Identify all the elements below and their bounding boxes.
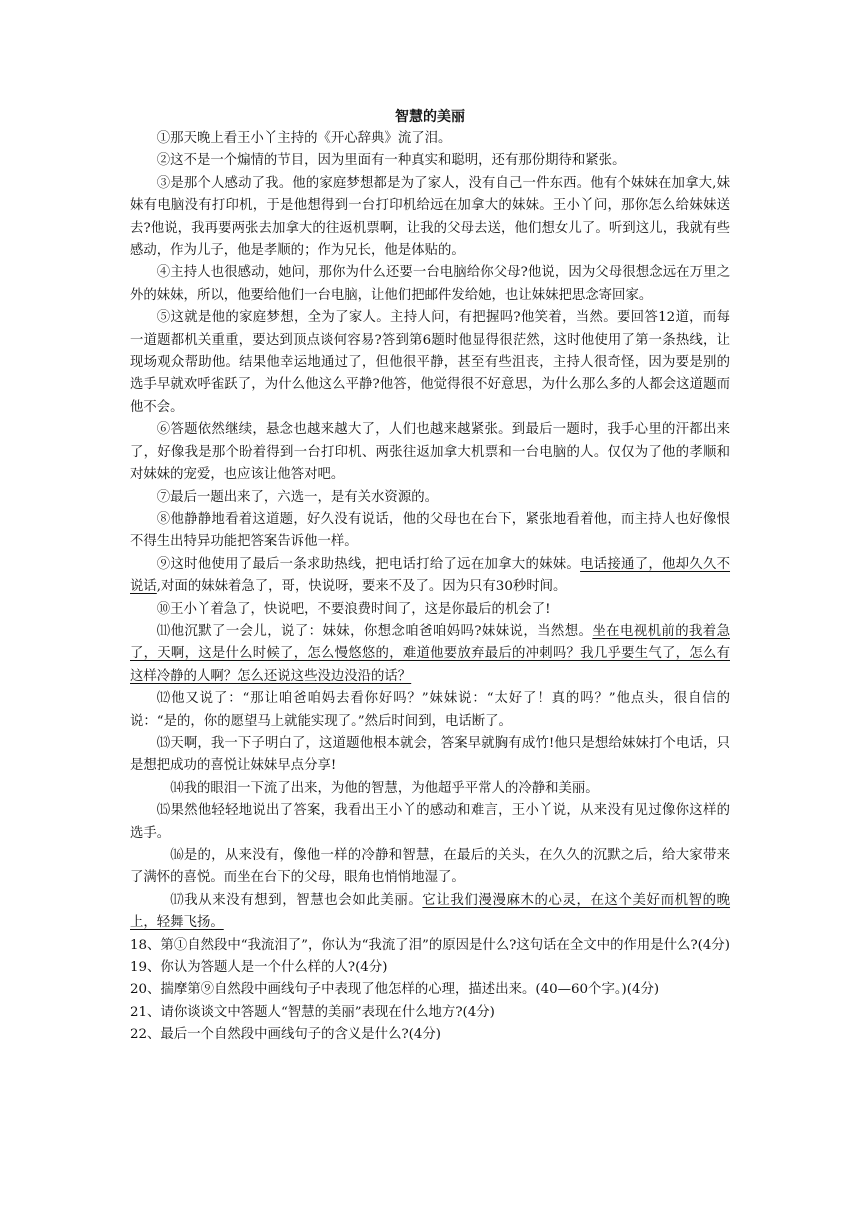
paragraph-17-text: ⒄我从来没有想到，智慧也会如此美丽。 bbox=[170, 892, 423, 908]
paragraph-1: ①那天晚上看王小丫主持的《开心辞典》流了泪。 bbox=[156, 131, 452, 146]
document-page bbox=[130, 106, 730, 1047]
paragraph-13: ⒀天啊，我一下子明白了，这道题他根本就会，答案早就胸有成竹!他只是想给妹妹打个电话，只是想把成功的喜悦让妹妹早点分享! bbox=[130, 735, 730, 774]
paragraph-7: ⑦最后一题出来了，六选一，是有关水资源的。 bbox=[156, 489, 438, 505]
paragraph-9-text: ⑨这时他使用了最后一条求助热线，把电话打给了远在加拿大的妹妹。 bbox=[156, 556, 581, 572]
question-20: 20、揣摩第⑨自然段中画线句子中表现了他怎样的心理，描述出来。(40—60个字。)(4分) bbox=[130, 982, 660, 998]
paragraph-5: ⑤这就是他的家庭梦想，全为了家人。主持人问，有把握吗?他笑着，当然。要回答12道，而每一道题都机关重重，要达到顶点谈何容易?答到第6题时他显得很茫然，这时他使用了第一条热线，让现场观众帮助他。结果他幸运地通过了，但他很平静，甚至有些沮丧，主持人很奇怪，因为要是别的选手早就欢呼雀跃了，为什么他这么平静?他答，他觉得很不好意思，为什么那么多的人都会这道题而他不会。 bbox=[130, 310, 730, 415]
question-21: 21、请你谈谈文中答题人“智慧的美丽”表现在什么地方?(4分) bbox=[130, 1004, 495, 1020]
paragraph-10: ⑩王小丫着急了，快说吧，不要浪费时间了，这是你最后的机会了! bbox=[156, 601, 551, 617]
paragraph-8: ⑧他静静地看着这道题，好久没有说话，他的父母也在台下，紧张地看着他，而主持人也好像恨不得生出特异功能把答案告诉他一样。 bbox=[130, 511, 730, 550]
paragraph-12: ⑿他又说了：“那让咱爸咱妈去看你好吗？”妹妹说：“太好了！真的吗？”他点头，很自信的说：“是的，你的愿望马上就能实现了。”然后时间到，电话断了。 bbox=[130, 691, 730, 729]
paragraph-17 bbox=[130, 890, 730, 935]
question-22: 22、最后一个自然段中画线句子的含义是什么?(4分) bbox=[130, 1027, 441, 1043]
paragraph-11-text: ⑾他沉默了一会儿，说了：妹妹，你想念咱爸咱妈吗?妹妹说，当然想。 bbox=[156, 623, 593, 639]
question-18: 18、第①自然段中“我流泪了”，你认为“我流了泪”的原因是什么?这句话在全文中的作用是什么?(4分) bbox=[130, 937, 730, 953]
paragraph-14: ⒁我的眼泪一下流了出来，为他的智慧，为他超乎平常人的冷静和美丽。 bbox=[170, 780, 599, 796]
paragraph-4: ④主持人也很感动，她问，那你为什么还要一台电脑给你父母?他说，因为父母很想念远在万里之外的妹妹，所以，他要给他们一台电脑，让他们把邮件发给她，也让妹妹把思念寄回家。 bbox=[130, 265, 730, 303]
paragraph-3: ③是那个人感动了我。他的家庭梦想都是为了家人，没有自己一件东西。他有个妹妹在加拿大,妹妹有电脑没有打印机，于是他想得到一台打印机给远在加拿大的妹妹。王小丫问，那你怎么给妹妹送去?他说，我再要两张去加拿大的往返机票啊，让我的父母去送，他们想女儿了。听到这儿，我就有些感动，作为儿子，他是孝顺的；作为兄长，他是体贴的。 bbox=[130, 175, 730, 259]
article-title: 智慧的美丽 bbox=[395, 109, 465, 125]
paragraph-11 bbox=[130, 621, 730, 688]
paragraph-17-underlined-sentence: 它让我们漫漫麻木的心灵，在这个美好而机智的晚上，轻舞飞扬。 bbox=[130, 892, 731, 931]
paragraph-16: ⒃是的，从来没有，像他一样的冷静和智慧，在最后的关头，在久久的沉默之后，给大家带来了满怀的喜悦。而坐在台下的父母，眼角也悄悄地湿了。 bbox=[130, 848, 730, 886]
question-19: 19、你认为答题人是一个什么样的人?(4分) bbox=[130, 960, 388, 976]
paragraph-9-text-end: ,对面的妹妹着急了，哥，快说呀，要来不及了。因为只有30秒时间。 bbox=[156, 579, 567, 595]
paragraph-9-underlined-sentence: 电话接通了，他却久久不说话 bbox=[130, 556, 731, 595]
paragraph-9 bbox=[130, 554, 730, 599]
paragraph-15: ⒂果然他轻轻地说出了答案，我看出王小丫的感动和难言，王小丫说，从来没有见过像你这样的选手。 bbox=[130, 803, 730, 841]
paragraph-11-underlined-sentence: 坐在电视机前的我着急了，天啊，这是什么时候了，怎么慢悠悠的，难道他要放弃最后的冲刺吗？我几乎要生气了，怎么有这样冷静的人啊？怎么还说这些没边没沿的话？ bbox=[130, 623, 730, 684]
paragraph-6: ⑥答题依然继续，悬念也越来越大了，人们也越来越紧张。到最后一题时，我手心里的汗都出来了，好像我是那个盼着得到一台打印机、两张往返加拿大机票和一台电脑的人。仅仅为了他的孝顺和对妹妹的宠爱，也应该让他答对吧。 bbox=[130, 422, 730, 483]
paragraph-2: ②这不是一个煽情的节目，因为里面有一种真实和聪明，还有那份期待和紧张。 bbox=[156, 153, 626, 169]
